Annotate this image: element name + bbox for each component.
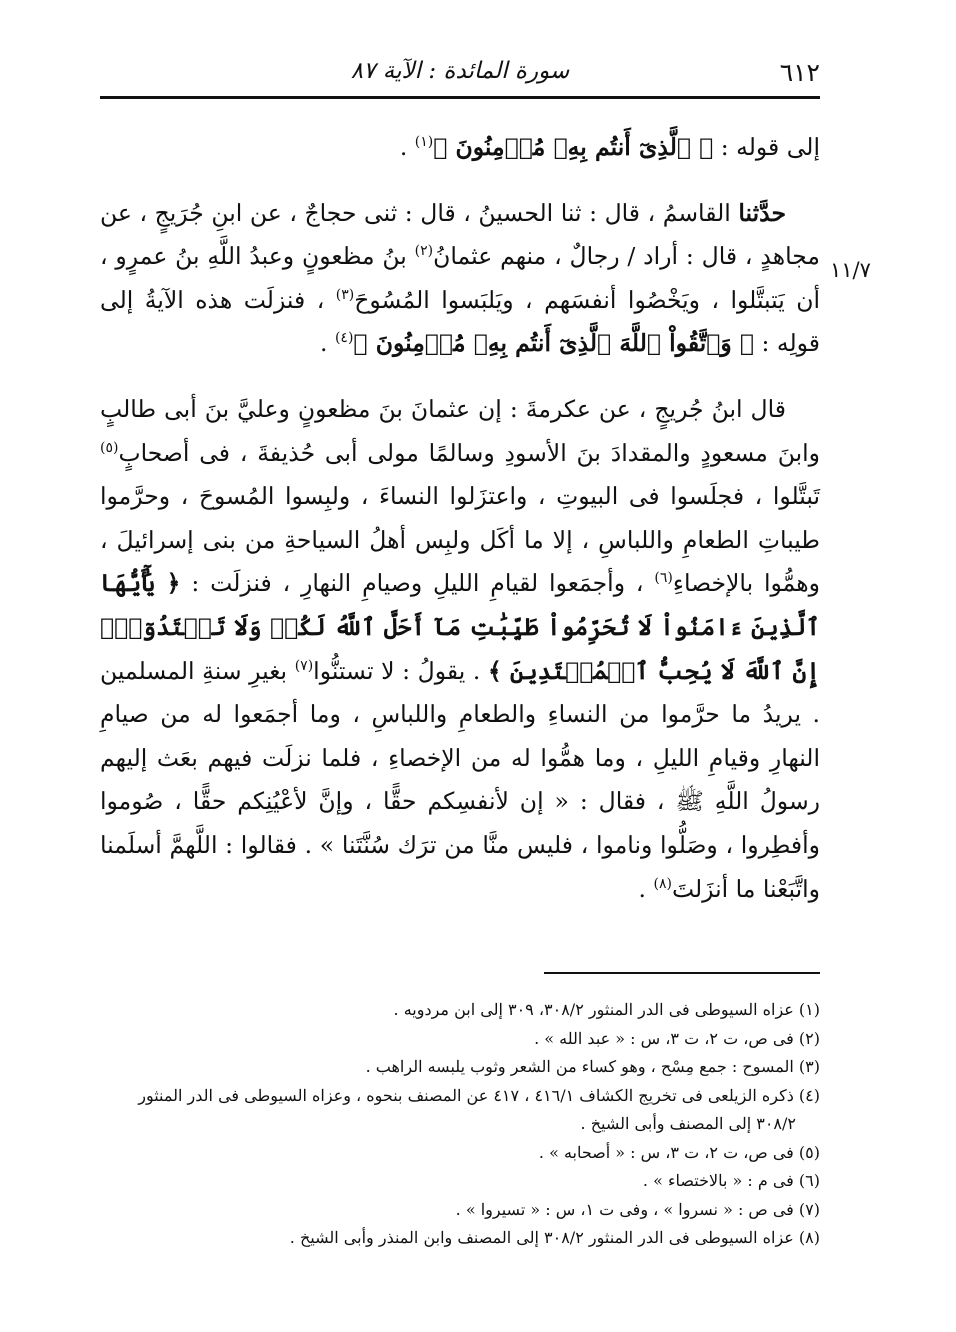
header-rule [100, 96, 820, 99]
footnote-separator [544, 972, 820, 974]
paragraph-1 [100, 126, 820, 170]
footnote-ref: (٧) [294, 657, 314, 674]
running-title: سورة المائدة : الآية ٨٧ [350, 58, 570, 84]
footnote-3: (٣) المسوح : جمع مِسْح ، وهو كساء من الشعر وثوب يلبسه الراهب . [365, 1057, 820, 1076]
footnote-6: (٦) فى م : « بالاختصاء » . [642, 1171, 820, 1190]
paragraph-text: إلى قوله : [713, 133, 820, 161]
paragraph-lead: حدَّثنا [738, 198, 786, 227]
footnote-ref: (٦) [654, 570, 673, 587]
footnote-4-continued: ٣٠٨/٢ إلى المصنف وأبى الشيخ . [580, 1114, 796, 1133]
page-number: ٦١٢ [779, 58, 820, 87]
footnote-2: (٢) فى ص، ت ٢، ت ٣، س : « عبد الله » . [534, 1028, 820, 1048]
footnote-ref: (٤) [334, 330, 354, 347]
page-header [100, 52, 820, 92]
paragraph-text: قال ابنُ جُريجٍ ، عن عكرمةَ : إن عثمانَ بنَ مظعونٍ وعليَّ بنَ أبى طالبٍ وابنَ مسعودٍ والمقدادَ بنَ الأسودِ وسالمًا مولى أبى حُذيفةَ ، فى أصحابٍ [100, 394, 820, 467]
footnote-ref: (٨) [653, 875, 672, 892]
paragraph-text: بغيرِ سنةِ المسلمين . يريدُ ما حرَّموا من النساءِ والطعامِ واللباسِ ، وما أجمَعوا له من صيامِ النهارِ وقيامِ الليلِ ، وما همُّوا له من الإخصاءِ ، فلما نزلَت فيهم بعَث إليهم رسولُ اللَّهِ ﷺ ، فقال : « إن لأنفسِكم حقًّا ، وإنَّ لأعْيُنِكم حقًّا ، صُوموا وأفطِروا ، وصَلُّوا وناموا ، فليس منَّا من ترَك سُنَّتَنا » . فقالوا : اللَّهمَّ أسلَمنا واتَّبَعْنا ما أنزَلتَ [100, 656, 820, 903]
quran-verse: ﴿ وَٱتَّقُواْ ٱللَّهَ ٱلَّذِىٓ أَنتُم بِهِۦ مُؤۡمِنُونَ ﴾ [353, 329, 754, 358]
paragraph-text: بنُ مظعونٍ وعبدُ اللَّهِ بنُ عمرٍو ، أن يَتبتَّلوا ، ويَخْصُوا أنفسَهم ، ويَلبَسوا المُسُوحَ [100, 242, 820, 314]
paragraph-text: ، فنزلَت هذه الآيةُ إلى قولِه : [100, 285, 820, 358]
paragraph-text: . [638, 874, 654, 903]
main-text [100, 126, 820, 933]
paragraph-text: . [399, 133, 415, 161]
quran-verse: ﴿ يَٰٓأَيُّهَا ٱلَّذِينَ ءَامَنُواْ لَا تُحَرِّمُواْ طَيِّبَٰتِ مَآ أَحَلَّ ٱللَّهُ لَكُمۡ وَلَا تَعۡتَدُوٓاْۚ إِنَّ ٱللَّهَ لَا يُحِبُّ ٱلۡمُعۡتَدِينَ ﴾ [100, 569, 821, 685]
footnote-4: (٤) ذكره الزيلعى فى تخريج الكشاف ٤١٦/١ ، ٤١٧ عن المصنف بنحوه ، وعزاه السيوطى فى الدر المنثور [138, 1085, 820, 1105]
margin-volume-page-note: ١١/٧ [830, 258, 871, 282]
paragraph-text: تَبتَّلوا ، فجلَسوا فى البيوتِ ، واعتزَلوا النساءَ ، ولبِسوا المُسوحَ ، وحرَّموا طيباتِ الطعامِ واللباسِ ، إلا ما أكَل ولبِس أهلُ السياحةِ من بنى إسرائيلَ ، وهمُّوا بالإخصاءِ [100, 482, 820, 598]
footnote-1: (١) عزاه السيوطى فى الدر المنثور ٣٠٨/٢، ٣٠٩ إلى ابن مردويه . [393, 1000, 820, 1019]
footnote-8: (٨) عزاه السيوطى فى الدر المنثور ٣٠٨/٢ إلى المصنف وابن المنذر وأبى الشيخ . [289, 1228, 820, 1247]
footnote-7: (٧) فى ص : « نسروا » ، وفى ت ١، س : « تسيروا » . [455, 1199, 820, 1219]
paragraph-text: . يقولُ : لا تستنُّوا [313, 656, 488, 685]
quran-verse: ﴿ ٱلَّذِىٓ أَنتُم بِهِۦ مُؤۡمِنُونَ ﴾ [433, 133, 714, 161]
footnote-ref: (٥) [100, 439, 119, 456]
footnotes [100, 996, 820, 1253]
paragraph-3 [100, 388, 820, 911]
paragraph-text: القاسمُ ، قال : ثنا الحسينُ ، قال : ثنى حجاجٌ ، عن ابنِ جُرَيجٍ ، عن مجاهدٍ ، قال : أراد / رجالٌ ، منهم عثمانُ [100, 198, 820, 271]
paragraph-text: ، وأجمَعوا لقيامِ الليلِ وصيامِ النهارِ ، فنزلَت : [180, 569, 655, 598]
footnote-ref: (٢) [414, 243, 434, 260]
footnote-ref: (٣) [335, 286, 355, 303]
paragraph-text: . [320, 329, 335, 358]
footnote-5: (٥) فى ص، ت ٢، ت ٣، س : « أصحابه » . [538, 1142, 820, 1162]
paragraph-2 [100, 192, 820, 366]
footnote-ref: (١) [414, 134, 434, 151]
